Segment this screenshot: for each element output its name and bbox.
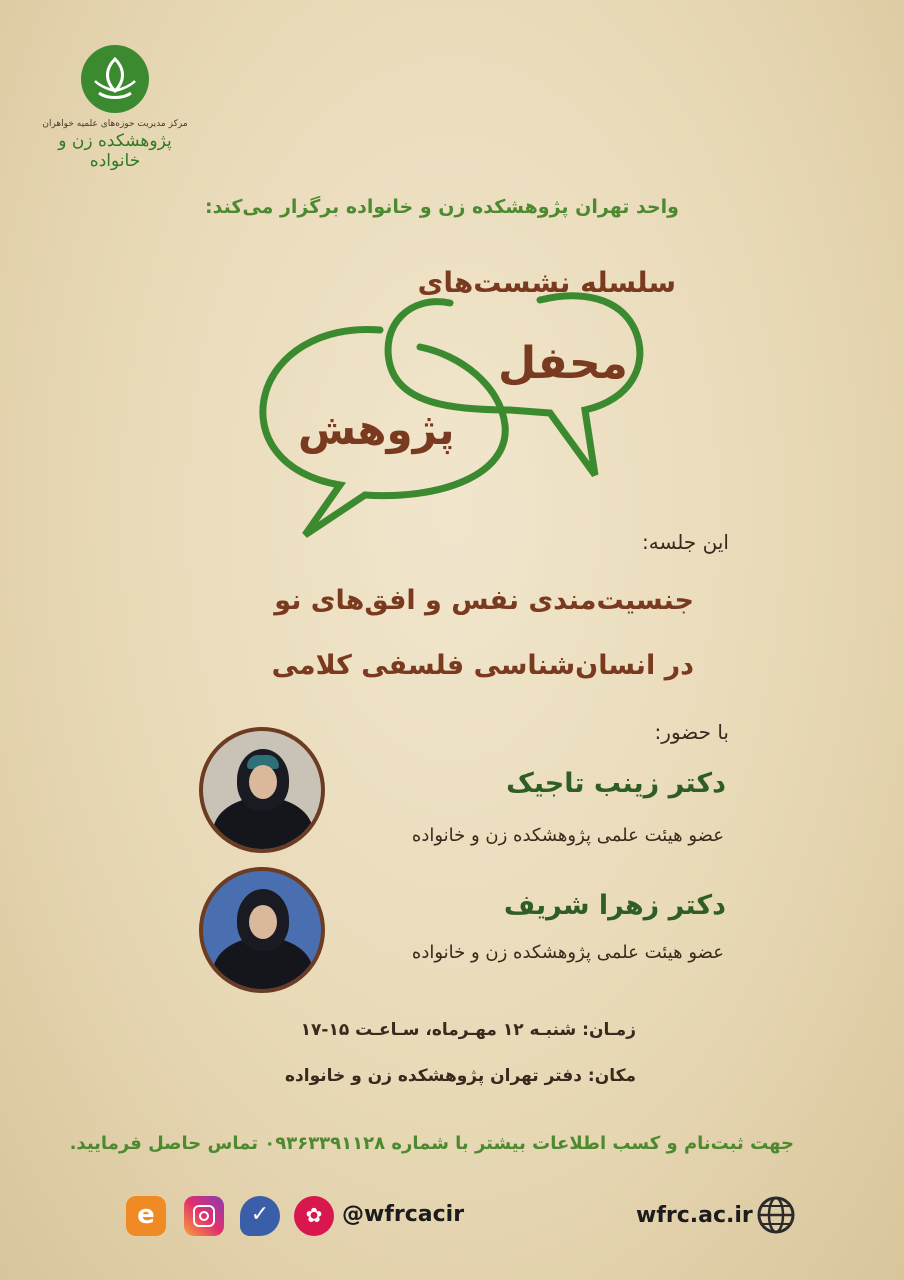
speaker-2-name: دکتر زهرا شریف [503,890,726,921]
session-topic-line2: در انسان‌شناسی فلسفی کلامی [271,650,694,681]
logo-org-text: مرکز مدیریت حوزه‌های علمیه خواهران [42,119,188,129]
speaker-2-photo [199,867,325,993]
series-word-mahfel: محفل [498,338,628,389]
speaker-1-role: عضو هیئت علمی پژوهشکده زن و خانواده [411,825,724,846]
aparat-icon[interactable]: ✿ [294,1196,334,1236]
social-handle[interactable]: @wfrcacir [342,1202,465,1227]
series-word-pajouhesh: پژوهش [298,405,455,454]
logo-emblem-icon [81,45,149,113]
series-prefix: سلسله نشست‌های [417,266,676,299]
session-topic-line1: جنسیت‌مندی نفس و افق‌های نو [274,585,694,616]
globe-icon[interactable] [756,1195,796,1235]
organizer-text: واحد تهران پژوهشکده زن و خانواده برگزار می‌کند: [205,196,679,218]
registration-info: جهت ثبت‌نام و کسب اطلاعات بیشتر با شماره ۰۹۳۶۳۳۹۱۱۲۸ تماس حاصل فرمایید. [69,1133,794,1154]
logo [40,45,190,171]
speaker-1-name: دکتر زینب تاجیک [506,768,726,799]
instagram-icon[interactable] [184,1196,224,1236]
logo-institute-text: پژوهشکده زن و خانواده [58,131,172,171]
eitaa-icon[interactable]: e [126,1196,166,1236]
website-link[interactable]: wfrc.ac.ir [636,1203,753,1228]
speaker-2-role: عضو هیئت علمی پژوهشکده زن و خانواده [411,942,724,963]
session-label: این جلسه: [642,530,729,554]
event-time: زمـان: شنبـه ۱۲ مهـرماه، سـاعـت ۱۵-۱۷ [300,1020,636,1040]
speaker-1-photo [199,727,325,853]
bale-icon[interactable]: ✓ [240,1196,280,1236]
presence-label: با حضور: [654,720,729,744]
event-place: مکان: دفتر تهران پژوهشکده زن و خانواده [285,1066,636,1086]
